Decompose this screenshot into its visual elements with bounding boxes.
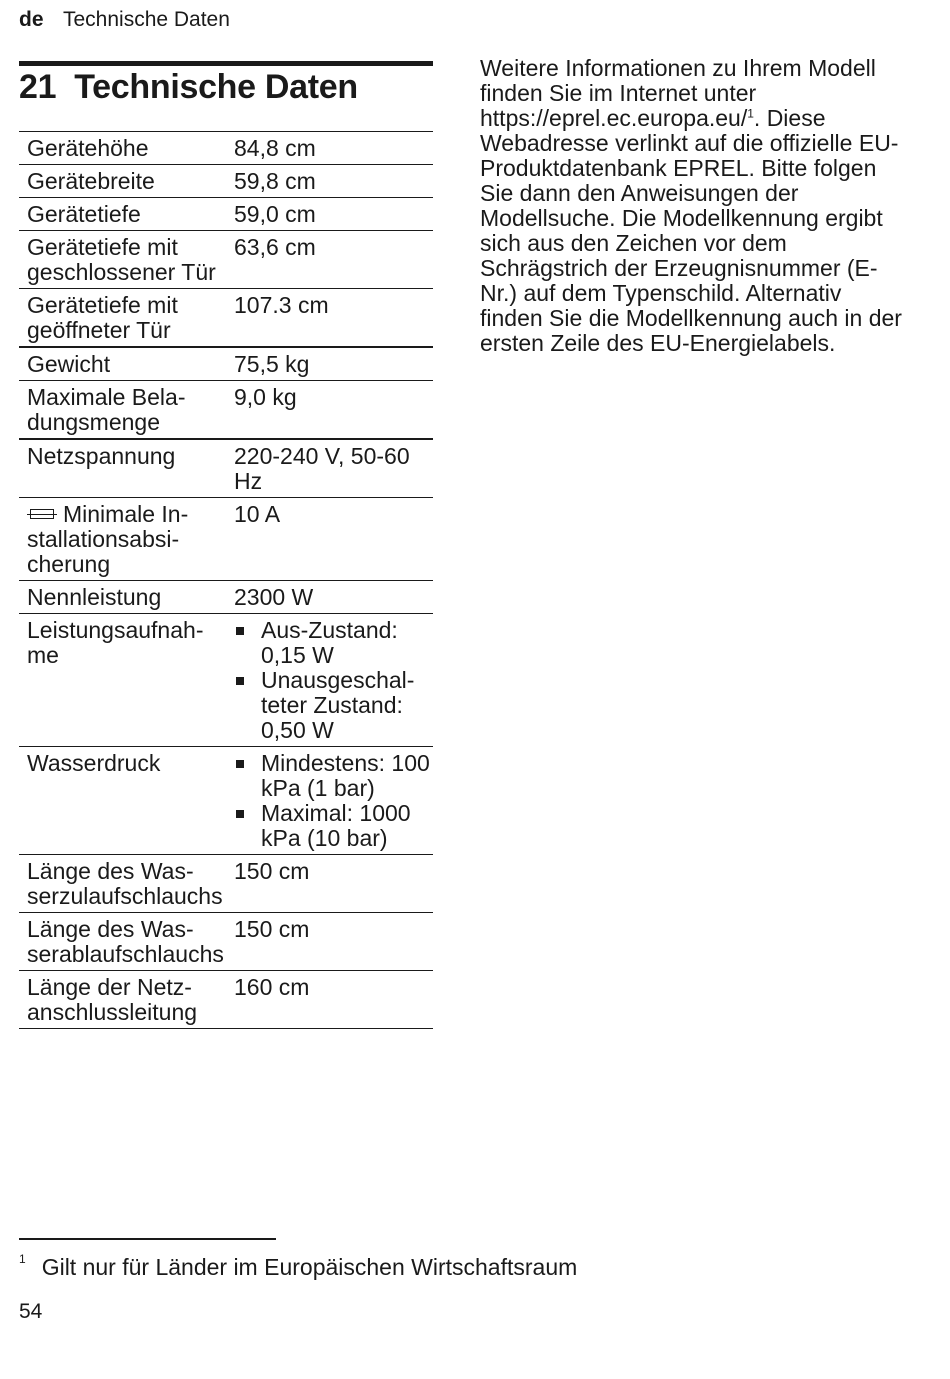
table-row bbox=[19, 498, 433, 581]
spec-value-list-cell bbox=[226, 614, 433, 747]
spec-label: Maximale Beladungsmenge bbox=[19, 381, 226, 440]
spec-label: Netzspannung bbox=[19, 439, 226, 498]
table-row bbox=[19, 198, 433, 231]
spec-label: Gerätetiefe bbox=[19, 198, 226, 231]
spec-label: Gerätetiefe mit geschlossener Tür bbox=[19, 231, 226, 289]
footnote-text: Gilt nur für Länder im Europäischen Wirtschaftsraum bbox=[41, 1254, 578, 1280]
spec-label: Länge der Netzanschlussleitung bbox=[19, 971, 226, 1029]
specs-table bbox=[19, 131, 433, 1029]
spec-label: Gerätetiefe mit geöffneter Tür bbox=[19, 289, 226, 348]
page-title bbox=[19, 68, 358, 107]
fuse-icon bbox=[27, 508, 57, 520]
info-paragraph bbox=[480, 56, 910, 356]
spec-label: Leistungsaufnahme bbox=[19, 614, 226, 747]
spec-value: 9,0 kg bbox=[226, 381, 433, 440]
table-row bbox=[19, 381, 433, 440]
spec-value: 150 cm bbox=[226, 855, 433, 913]
list-item: Mindestens: 100 kPa (1 bar) bbox=[234, 751, 433, 801]
table-row bbox=[19, 289, 433, 348]
spec-label: Länge des Wasserzulaufschlauchs bbox=[19, 855, 226, 913]
spec-label-cell bbox=[19, 498, 226, 581]
list-item: Maximal: 1000 kPa (10 bar) bbox=[234, 801, 433, 851]
spec-value: 75,5 kg bbox=[226, 347, 433, 381]
spec-label: Länge des Wasserablaufschlauchs bbox=[19, 913, 226, 971]
spec-value: 220-240 V, 50-60 Hz bbox=[226, 439, 433, 498]
footnote-ref: 1 bbox=[747, 106, 754, 121]
bullet-list bbox=[234, 618, 433, 743]
spec-label: Wasserdruck bbox=[19, 747, 226, 855]
spec-label: Nennleistung bbox=[19, 581, 226, 614]
table-row bbox=[19, 439, 433, 498]
spec-value: 150 cm bbox=[226, 913, 433, 971]
spec-value: 59,0 cm bbox=[226, 198, 433, 231]
info-text-after: . Diese Webadresse verlinkt auf die offizielle EU-Produktdatenbank EPREL. Bitte folgen Sie dann den Anweisungen der Modellsuche. Die Modellkennung ergibt sich aus den Zeichen vor dem Schrägstrich der Erzeugnisnummer (E-Nr.) auf dem Typenschild. Alternativ finden Sie die Modellkennung auch in der ersten Zeile des EU-Energielabels. bbox=[480, 105, 902, 356]
section-title: Technische Daten bbox=[74, 68, 358, 106]
bullet-list bbox=[234, 751, 433, 851]
table-row bbox=[19, 347, 433, 381]
footnote bbox=[19, 1254, 577, 1281]
running-header bbox=[19, 8, 230, 32]
spec-value: 2300 W bbox=[226, 581, 433, 614]
table-row bbox=[19, 231, 433, 289]
table-row bbox=[19, 913, 433, 971]
table-row bbox=[19, 971, 433, 1029]
table-row bbox=[19, 747, 433, 855]
table-row bbox=[19, 614, 433, 747]
table-row bbox=[19, 165, 433, 198]
spec-value-list-cell bbox=[226, 747, 433, 855]
spec-value: 107.3 cm bbox=[226, 289, 433, 348]
page-number: 54 bbox=[19, 1300, 43, 1323]
spec-value: 10 A bbox=[226, 498, 433, 581]
spec-value: 63,6 cm bbox=[226, 231, 433, 289]
spec-label: Gewicht bbox=[19, 347, 226, 381]
info-text-before: Weitere Informationen zu Ihrem Modell finden Sie im Internet unter https://eprel.ec.europa.eu/ bbox=[480, 55, 876, 131]
list-item: Aus-Zustand: 0,15 W bbox=[234, 618, 433, 668]
list-item: Unausgeschalteter Zustand: 0,50 W bbox=[234, 668, 433, 743]
spec-label: Gerätehöhe bbox=[19, 132, 226, 165]
footnote-mark: 1 bbox=[19, 1252, 26, 1266]
spec-label: Gerätebreite bbox=[19, 165, 226, 198]
footnote-rule bbox=[19, 1238, 276, 1240]
table-row bbox=[19, 855, 433, 913]
table-row bbox=[19, 581, 433, 614]
language-code: de bbox=[19, 8, 44, 31]
spec-value: 84,8 cm bbox=[226, 132, 433, 165]
spec-value: 160 cm bbox=[226, 971, 433, 1029]
table-row bbox=[19, 132, 433, 165]
section-number: 21 bbox=[19, 68, 57, 106]
spec-value: 59,8 cm bbox=[226, 165, 433, 198]
spec-label: Minimale Installationsabsicherung bbox=[27, 501, 189, 577]
heading-rule bbox=[19, 61, 433, 66]
header-section-title: Technische Daten bbox=[62, 8, 230, 31]
